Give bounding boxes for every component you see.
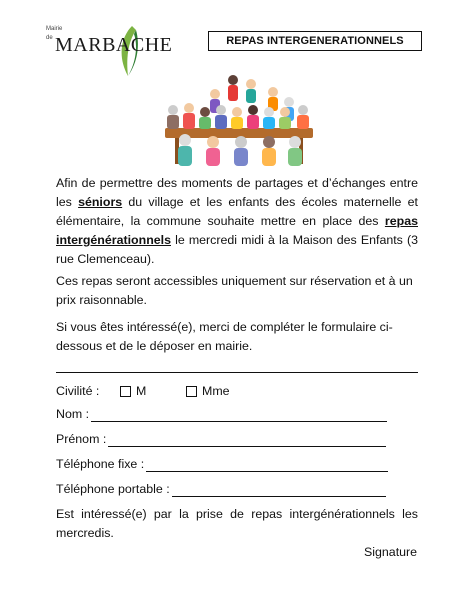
option-mme-label: Mme bbox=[202, 384, 230, 398]
intro-text-2: du village et les enfants des écoles maternelle et élémentaire, la commune souhaite mettre en place des bbox=[56, 195, 418, 228]
intro-text-1: Afin de permettre des moments de partages et d’échanges entre les bbox=[56, 176, 418, 209]
prenom-field[interactable] bbox=[108, 434, 386, 447]
prenom-row bbox=[56, 431, 386, 447]
separator-line bbox=[56, 372, 418, 373]
intro-repas: repas intergénérationnels bbox=[56, 214, 418, 247]
intro-seniors: séniors bbox=[78, 195, 123, 209]
page-title: REPAS INTERGENERATIONNELS bbox=[208, 31, 422, 51]
intro-text-3: le mercredi midi à la Maison des Enfants (3 rue Clemenceau). bbox=[56, 233, 418, 266]
telephone-portable-row bbox=[56, 481, 386, 497]
option-m-label: M bbox=[136, 384, 147, 398]
nom-label: Nom : bbox=[56, 407, 90, 421]
telephone-portable-field[interactable] bbox=[172, 484, 386, 497]
civilite-row bbox=[56, 383, 230, 399]
telephone-fixe-field[interactable] bbox=[146, 459, 388, 472]
people-at-table-illustration bbox=[155, 72, 320, 172]
telephone-fixe-row bbox=[56, 456, 388, 472]
checkbox-m[interactable] bbox=[120, 386, 131, 397]
reservation-paragraph: Ces repas seront accessibles uniquement sur réservation et à un prix raisonnable. bbox=[56, 274, 413, 307]
nom-field[interactable] bbox=[91, 409, 387, 422]
civilite-label: Civilité : bbox=[56, 384, 100, 398]
logo-mairie-text: Mairie bbox=[46, 26, 63, 32]
checkbox-mme[interactable] bbox=[186, 386, 197, 397]
interest-paragraph: Est intéressé(e) par la prise de repas intergénérationnels les mercredis. bbox=[56, 507, 418, 540]
signature-label: Signature bbox=[364, 545, 418, 559]
prenom-label: Prénom : bbox=[56, 432, 107, 446]
civilite-option-m[interactable] bbox=[120, 383, 186, 399]
instructions-paragraph: Si vous êtes intéressé(e), merci de compléter le formulaire ci-dessous et de le déposer en mairie. bbox=[56, 320, 393, 353]
logo-wordmark: MARBACHE bbox=[55, 34, 173, 56]
telephone-portable-label: Téléphone portable : bbox=[56, 482, 170, 496]
intro-paragraph bbox=[56, 174, 418, 269]
civilite-option-mme[interactable] bbox=[186, 383, 230, 399]
logo-de-text: de bbox=[46, 35, 53, 41]
nom-row bbox=[56, 406, 387, 422]
telephone-fixe-label: Téléphone fixe : bbox=[56, 457, 145, 471]
